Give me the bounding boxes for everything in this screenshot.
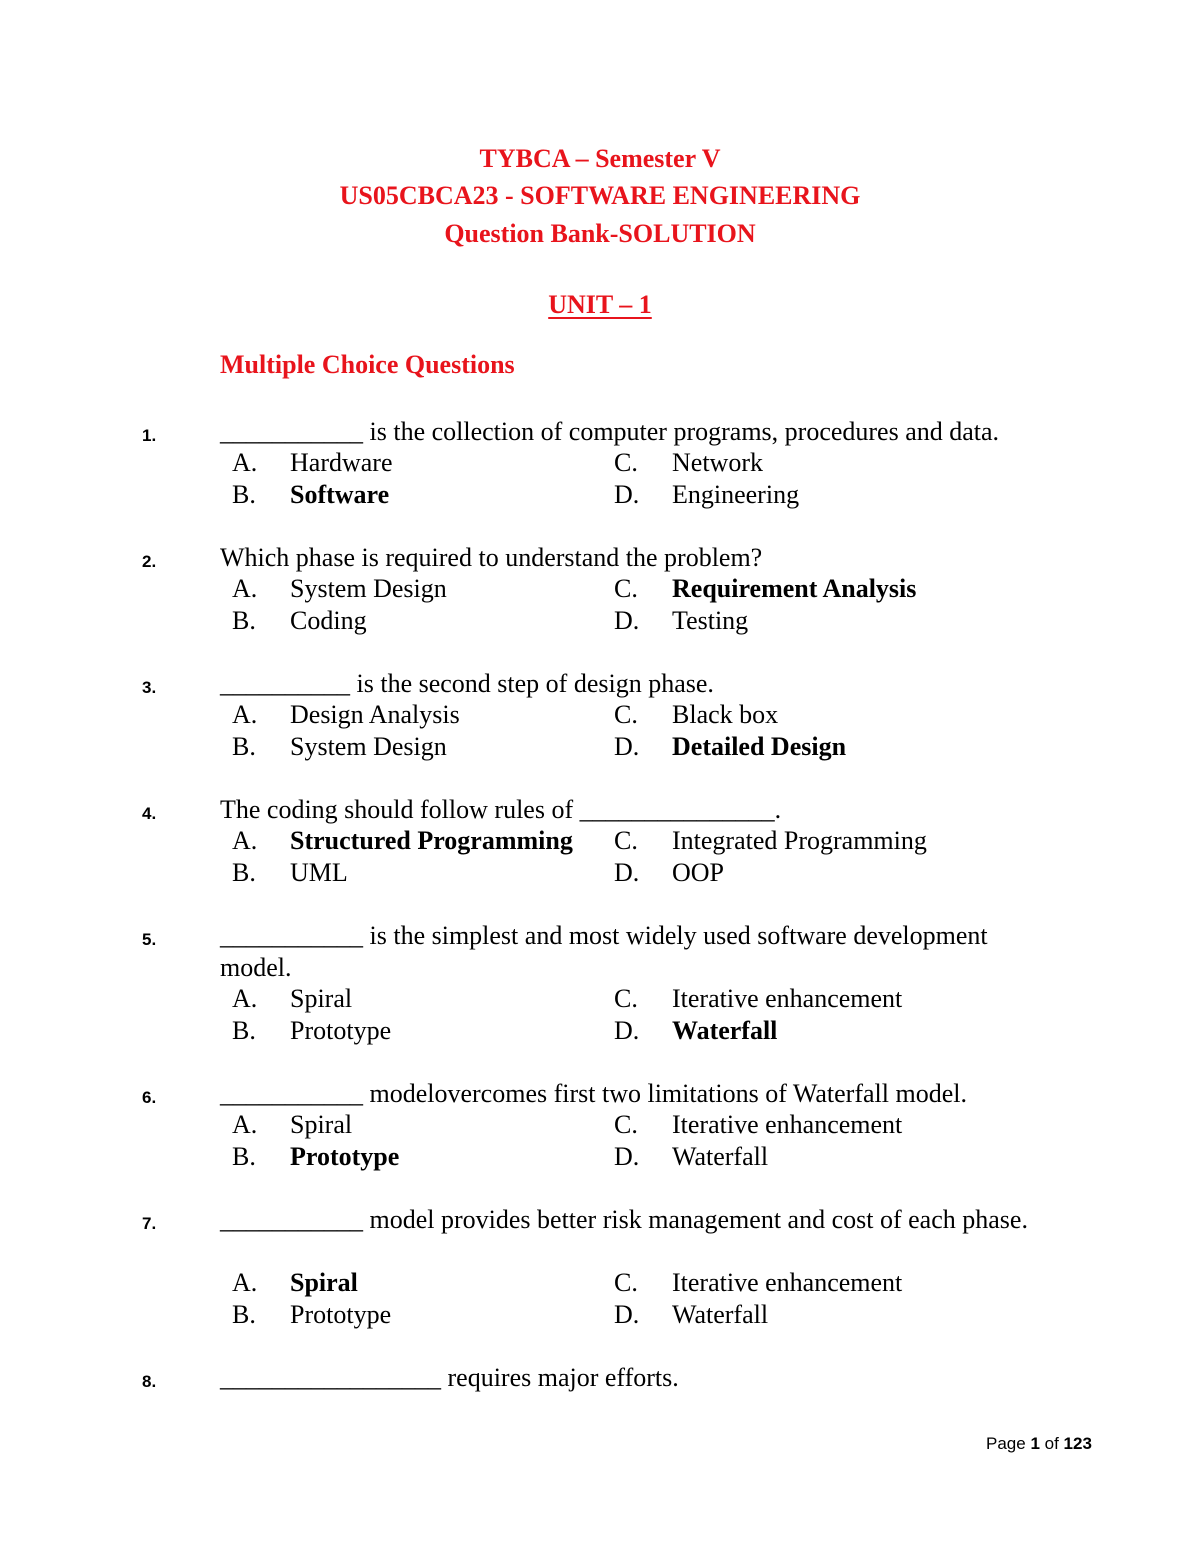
option-text: System Design <box>290 732 447 761</box>
option-text: Black box <box>672 700 779 729</box>
question-number: 5. <box>142 930 157 949</box>
course-title: TYBCA – Semester V <box>479 144 721 173</box>
answer-option <box>232 1112 352 1138</box>
option-letter: D. <box>614 858 640 887</box>
option-text: Prototype <box>290 1300 392 1329</box>
option-letter: D. <box>614 1300 640 1329</box>
option-letter: A. <box>232 700 258 729</box>
option-text: Requirement Analysis <box>672 574 917 603</box>
option-text: Testing <box>672 606 749 635</box>
answer-option <box>614 734 846 760</box>
answer-option <box>614 608 748 634</box>
option-letter: D. <box>614 1016 640 1045</box>
section-title: Multiple Choice Questions <box>220 350 515 379</box>
course-code-title: US05CBCA23 - SOFTWARE ENGINEERING <box>339 181 861 210</box>
question-text: _________________ requires major efforts. <box>220 1363 679 1392</box>
option-letter: C. <box>614 1110 638 1139</box>
question-text: ___________ modelovercomes first two limitations of Waterfall model. <box>220 1079 967 1108</box>
option-letter: D. <box>614 480 640 509</box>
document-title: Question Bank-SOLUTION <box>444 219 756 248</box>
question-number: 7. <box>142 1214 157 1233</box>
question-text: __________ is the second step of design phase. <box>220 669 714 698</box>
question-number: 2. <box>142 552 157 571</box>
answer-option <box>232 828 573 854</box>
option-text: Prototype <box>290 1142 400 1171</box>
option-text: OOP <box>672 858 725 887</box>
option-letter: B. <box>232 480 256 509</box>
answer-option <box>232 450 393 476</box>
option-text: Integrated Programming <box>672 826 927 855</box>
option-letter: C. <box>614 448 638 477</box>
answer-option <box>232 986 352 1012</box>
answer-option <box>232 1270 358 1296</box>
option-letter: B. <box>232 1016 256 1045</box>
option-text: Detailed Design <box>672 732 847 761</box>
option-letter: B. <box>232 1142 256 1171</box>
question-text: ___________ is the collection of computer programs, procedures and data. <box>220 417 1000 446</box>
option-text: Spiral <box>290 1110 353 1139</box>
option-letter: C. <box>614 574 638 603</box>
answer-option <box>614 1302 768 1328</box>
option-letter: D. <box>614 606 640 635</box>
option-letter: B. <box>232 858 256 887</box>
option-text: Design Analysis <box>290 700 460 729</box>
answer-option <box>614 482 799 508</box>
option-text: System Design <box>290 574 447 603</box>
answer-option <box>232 702 460 728</box>
question-number: 3. <box>142 678 157 697</box>
answer-option <box>614 1270 902 1296</box>
question-text: ___________ is the simplest and most widely used software development model. <box>220 921 988 982</box>
question-number: 4. <box>142 804 157 823</box>
question-text: ___________ model provides better risk management and cost of each phase. <box>220 1205 1028 1234</box>
option-letter: A. <box>232 984 258 1013</box>
option-letter: A. <box>232 826 258 855</box>
option-text: Prototype <box>290 1016 392 1045</box>
option-text: Waterfall <box>672 1016 778 1045</box>
answer-option <box>614 1018 777 1044</box>
answer-option <box>614 576 916 602</box>
answer-option <box>614 702 778 728</box>
question-text: Which phase is required to understand the problem? <box>220 543 763 572</box>
option-letter: C. <box>614 700 638 729</box>
option-text: Network <box>672 448 763 477</box>
option-text: Iterative enhancement <box>672 984 903 1013</box>
option-letter: A. <box>232 1110 258 1139</box>
answer-option <box>614 828 927 854</box>
option-text: UML <box>290 858 348 887</box>
option-letter: C. <box>614 1268 638 1297</box>
option-letter: B. <box>232 1300 256 1329</box>
option-text: Structured Programming <box>290 826 573 855</box>
option-letter: B. <box>232 732 256 761</box>
option-text: Spiral <box>290 984 353 1013</box>
option-text: Coding <box>290 606 367 635</box>
option-text: Iterative enhancement <box>672 1268 903 1297</box>
option-text: Waterfall <box>672 1300 769 1329</box>
option-letter: C. <box>614 826 638 855</box>
option-text: Engineering <box>672 480 800 509</box>
option-text: Spiral <box>290 1268 358 1297</box>
answer-option <box>614 450 763 476</box>
answer-option <box>232 1018 391 1044</box>
answer-option <box>232 1144 399 1170</box>
question-number: 6. <box>142 1088 157 1107</box>
option-letter: D. <box>614 1142 640 1171</box>
answer-option <box>232 734 447 760</box>
option-letter: A. <box>232 574 258 603</box>
option-text: Waterfall <box>672 1142 769 1171</box>
question-number: 8. <box>142 1372 157 1391</box>
question-text: The coding should follow rules of _______________. <box>220 795 782 824</box>
unit-heading: UNIT – 1 <box>548 290 652 319</box>
option-letter: B. <box>232 606 256 635</box>
option-text: Software <box>290 480 390 509</box>
answer-option <box>614 1112 902 1138</box>
answer-option <box>614 986 902 1012</box>
page-number: Page 1 of 123 <box>986 1434 1092 1453</box>
answer-option <box>232 576 447 602</box>
option-letter: A. <box>232 448 258 477</box>
answer-option <box>232 482 389 508</box>
option-letter: D. <box>614 732 640 761</box>
option-text: Iterative enhancement <box>672 1110 903 1139</box>
answer-option <box>232 608 367 634</box>
question-number: 1. <box>142 426 157 445</box>
answer-option <box>232 1302 391 1328</box>
option-letter: A. <box>232 1268 258 1297</box>
option-letter: C. <box>614 984 638 1013</box>
answer-option <box>232 860 348 886</box>
answer-option <box>614 1144 768 1170</box>
answer-option <box>614 860 724 886</box>
option-text: Hardware <box>290 448 393 477</box>
